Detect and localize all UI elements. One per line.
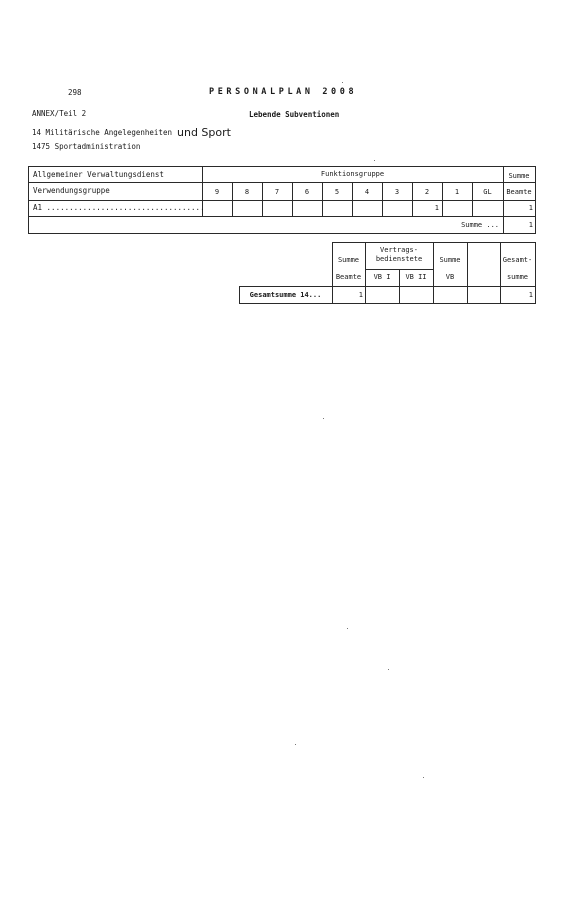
column-header: 5 (334, 188, 340, 196)
summe-label: Summe ... (461, 221, 499, 229)
table-cell: 1 (358, 291, 363, 299)
column-header: GL (483, 188, 492, 196)
section-label: 1475 Sportadministration (32, 142, 141, 151)
chapter-label: 14 Militärische Angelegenheiten (32, 128, 172, 137)
verwendungsgruppe-label: Verwendungsgruppe (33, 186, 110, 195)
scan-speck (374, 160, 375, 161)
gesamtsumme-label: Gesamtsumme 14... (249, 291, 322, 299)
table-cell: 1 (434, 204, 439, 212)
scan-speck (323, 418, 324, 419)
column-header: 4 (364, 188, 370, 196)
scan-speck (423, 777, 424, 778)
summe-header-2: summe (506, 273, 529, 281)
table-cell: 1 (528, 291, 533, 299)
summe-header: Summe (508, 172, 530, 180)
scan-speck (295, 744, 296, 745)
scan-speck (347, 628, 348, 629)
column-header: 6 (304, 188, 310, 196)
beamte-header: Beamte (506, 188, 532, 196)
gesamt-header: Gesamt- (502, 256, 533, 264)
column-header: 9 (214, 188, 220, 196)
vb2-header: VB II (405, 273, 427, 281)
subtitle: Lebende Subventionen (249, 110, 340, 119)
summe-vb-header-2: VB (445, 273, 455, 281)
row-total: 1 (528, 204, 533, 212)
column-header: 2 (424, 188, 430, 196)
column-header: 7 (274, 188, 280, 196)
column-header: 8 (244, 188, 250, 196)
page-title: PERSONALPLAN 2008 (209, 87, 358, 97)
service-label: Allgemeiner Verwaltungsdienst (33, 170, 164, 179)
page-number: 298 (68, 88, 82, 97)
funktionsgruppe-header: Funktionsgruppe (320, 170, 385, 178)
chapter-handwritten-note: und Sport (177, 126, 231, 139)
row-label: A1 ................................... (33, 203, 205, 212)
scan-speck (342, 82, 343, 83)
column-header: 1 (454, 188, 460, 196)
summe-beamte-header: Summe (337, 256, 360, 264)
scan-speck (388, 669, 389, 670)
bedienstete-header: bedienstete (375, 255, 423, 263)
summe-beamte-header-2: Beamte (335, 273, 362, 281)
vb1-header: VB I (373, 273, 391, 281)
column-header: 3 (394, 188, 400, 196)
vertrags-header: Vertrags- (380, 246, 418, 254)
summe-value: 1 (528, 221, 533, 229)
summe-vb-header: Summe (439, 256, 461, 264)
annex-label: ANNEX/Teil 2 (32, 109, 87, 118)
